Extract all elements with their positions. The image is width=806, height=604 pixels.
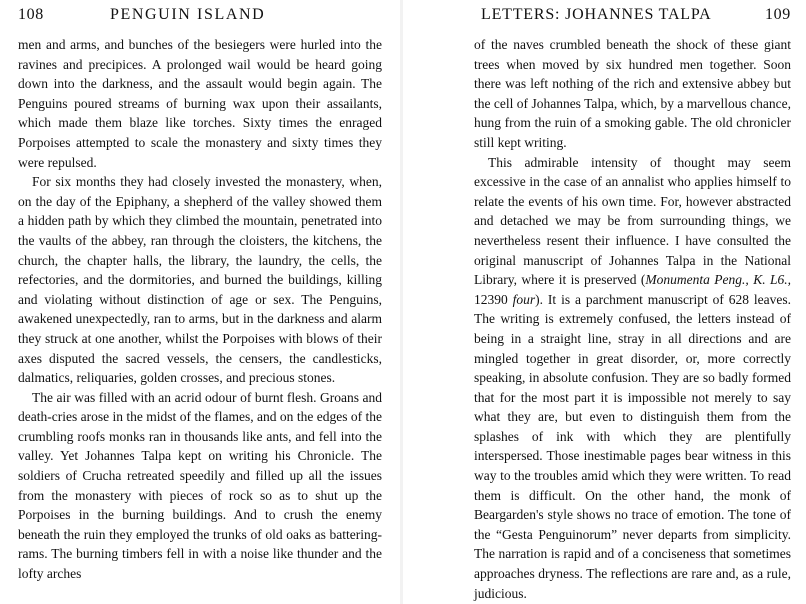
left-page-body — [18, 35, 382, 584]
right-running-head: LETTERS: JOHANNES TALPA — [481, 6, 712, 23]
right-page-body — [474, 35, 791, 603]
right-paragraph-1: of the naves crumbled beneath the shock of these giant trees when moved by six hundred men together. Soon there was left nothing of the rich and extensive abbey but the cell of Johannes Talpa, which, by a marvellous chance, hung from the ruin of a smoking gable. The old chronicler still kept writing. — [474, 37, 791, 150]
right-page-number: 109 — [765, 6, 791, 23]
left-running-head: PENGUIN ISLAND — [110, 6, 266, 23]
right-paragraph-2-rest: ). It is a parchment manuscript of 628 leaves. The writing is extremely confused, the letters instead of being in a straight line, stray in all directions and are mingled together in great disorder, or, more correctly speaking, in absolute confusion. They are so badly formed that for the most part it is impossible not merely to say what they are, but even to distinguish them from the splashes of ink with which they are plentifully interspersed. Those inestimable pages bear witness in this way to the troubles amid which they were written. To read them is difficult. On the other hand, the monk of Beargarden's style shows no trace of emotion. The tone of the “Gesta Penguinorum” never departs from simplicity. The narration is rapid and of a conciseness that sometimes approaches dryness. The reflections are rare and, as a rule, judicious. — [474, 291, 791, 601]
left-paragraph-1: men and arms, and bunches of the besiegers were hurled into the ravines and precipices. A prolonged wail would be heard going down into the darkness, and the assault would begin again. The Penguins poured streams of burning wax upon their assailants, which made them blaze like torches. Sixty times the enraged Porpoises attempted to scale the monastery and sixty times they were repulsed. — [18, 37, 382, 170]
right-paragraph-2-text: This admirable intensity of thought may seem excessive in the case of an annalist who applies himself to relate the events of his own time. For, however abstracted and detached we may be from surrounding things, we nevertheless resent their influence. I have consulted the original manuscript of Johannes Talpa in the National Library, where it is preserved ( — [474, 154, 791, 288]
right-paragraph-2 — [474, 153, 791, 604]
manuscript-citation: Monumenta Peng., K. L6., — [645, 272, 791, 288]
left-paragraph-3: The air was filled with an acrid odour of burnt flesh. Groans and death-cries arose in the midst of the flames, and on the edges of the crumbling roofs monks ran in thousands like ants, and fell into the valley. Yet Johannes Talpa kept on writing his Chronicle. The soldiers of Crucha retreated speedily and filled up all the issues from the monastery with pieces of rock so as to shut up the Porpoises in the burning buildings. And to crush the enemy beneath the ruin they employed the trunks of old oaks as battering-rams. The burning timbers fell in with a noise like thunder and the lofty arches — [18, 389, 382, 582]
manuscript-number: 12390 — [474, 291, 513, 307]
right-page — [403, 0, 806, 604]
left-paragraph-2: For six months they had closely invested the monastery, when, on the day of the Epiphany, a shepherd of the valley showed them a hidden path by which they climbed the mountain, penetrated into the vaults of the abbey, ran through the cloisters, the kitchens, the church, the chapter halls, the library, the laundry, the cells, the refectories, and the dormitories, and burned the buildings, killing and violating without distinction of age or sex. The Penguins, awakened unexpectedly, ran to arms, but in the darkness and alarm they struck at one another, whilst the Porpoises with blows of their axes disputed the sacred vessels, the censers, the candlesticks, dalmatics, reliquaries, golden crosses, and precious stones. — [18, 174, 382, 386]
left-page-number: 108 — [18, 6, 44, 23]
left-page — [0, 0, 402, 604]
manuscript-citation-tail: four — [512, 291, 536, 307]
